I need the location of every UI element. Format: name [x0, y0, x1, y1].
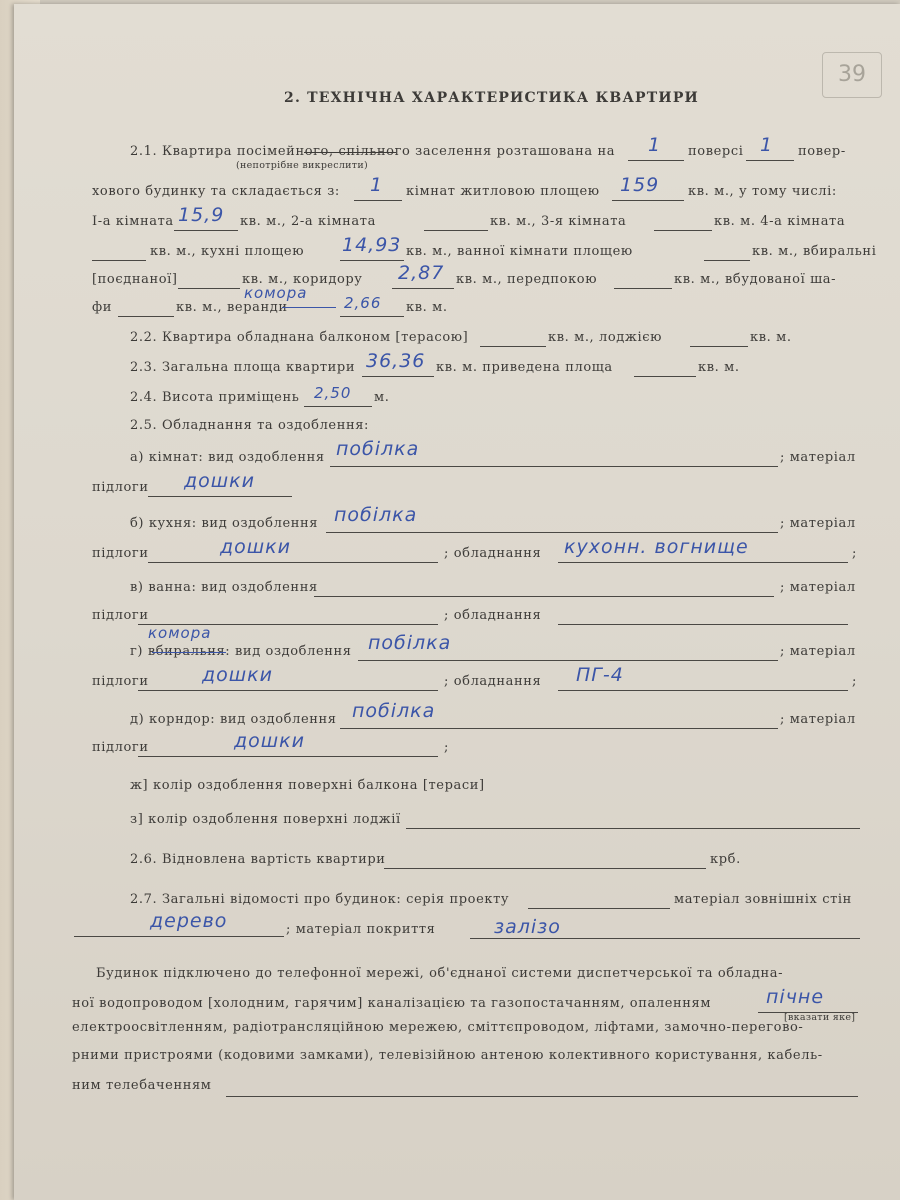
s27-b: матеріал зовнішніх стін: [674, 892, 852, 907]
room1-field-line: [174, 230, 238, 231]
rooms-field-line: [354, 200, 402, 201]
s21-line2-c: кв. м., у тому числі:: [688, 184, 837, 199]
hw-walls: дерево: [150, 910, 228, 932]
s21-line2-a: хового будинку та складається з:: [92, 184, 340, 199]
s21-line6-a: фи: [92, 300, 113, 315]
a-finish-line: [330, 466, 778, 467]
a-material-label: ; матеріал: [780, 450, 856, 465]
v-equip-line: [558, 624, 848, 625]
s25-heading: 2.5. Обладнання та оздоблення:: [130, 418, 370, 433]
kitchen-field-line: [340, 260, 404, 261]
corridor-field-line: [392, 288, 454, 289]
hw-rooms: 1: [370, 174, 384, 196]
s21-line4-c: кв. м., вбиральні: [752, 244, 877, 259]
d-floor-line: [138, 756, 438, 757]
total-area-field-line: [362, 376, 434, 377]
s21-line3-d: кв. м. 4-а кімната: [714, 214, 846, 229]
hw-g-finish: побілка: [368, 632, 452, 654]
s21-line1-b: поверсі: [688, 144, 744, 159]
hw-b-equip: кухонн. вогнище: [564, 536, 749, 558]
hw-roof: залізо: [494, 916, 561, 938]
d-finish-line: [340, 728, 778, 729]
b-semicolon: ;: [852, 546, 857, 561]
s21-line5-c: кв. м., передпокою: [456, 272, 598, 287]
s21-line3-b: кв. м., 2-а кімната: [240, 214, 376, 229]
veranda-field-line: [340, 316, 404, 317]
d-semicolon: ;: [444, 740, 449, 755]
s21-line4-a: кв. м., кухні площею: [150, 244, 305, 259]
closet-field-line: [118, 316, 174, 317]
g-strikethrough: [152, 652, 226, 653]
hw-d-finish: побілка: [352, 700, 436, 722]
veranda-strikethrough: [282, 307, 336, 308]
bath-field-line: [704, 260, 750, 261]
s25-z: з] колір оздоблення поверхні лоджії: [130, 812, 401, 827]
s27-c: ; матеріал покриття: [286, 922, 436, 937]
hw-floor: 1: [648, 134, 662, 156]
strikethrough: [304, 152, 396, 153]
g-material-label: ; матеріал: [780, 644, 856, 659]
s24-b: м.: [374, 390, 390, 405]
d-floor-label: підлоги: [92, 740, 149, 755]
s27-a: 2.7. Загальні відомості про будинок: серія проекту: [130, 892, 510, 907]
hallway-field-line: [614, 288, 672, 289]
b-floor-line: [148, 562, 438, 563]
g-equip-label: ; обладнання: [444, 674, 542, 689]
s21-line3-a: І-а кімната: [92, 214, 174, 229]
s25-v-label: в) ванна: вид оздоблення: [130, 580, 318, 595]
wc-field-line: [178, 288, 240, 289]
b-finish-line: [326, 532, 778, 533]
a-floor-label: підлоги: [92, 480, 149, 495]
hw-d-floor: дошки: [234, 730, 305, 752]
s23-c: кв. м.: [698, 360, 740, 375]
s25-g-label: г) вбиральня: вид оздоблення: [130, 644, 352, 659]
b-floor-label: підлоги: [92, 546, 149, 561]
s25-zh: ж] колір оздоблення поверхні балкона [тераси]: [130, 778, 485, 793]
hw-veranda: 2,66: [344, 294, 382, 312]
s26-b: крб.: [710, 852, 741, 867]
s25-d-label: д) корндор: вид оздоблення: [130, 712, 337, 727]
living-field-line: [612, 200, 684, 201]
v-equip-label: ; обладнання: [444, 608, 542, 623]
loggia-field-line: [690, 346, 748, 347]
a-floor-line: [148, 496, 292, 497]
g-finish-line: [358, 660, 778, 661]
para-line2: ної водопроводом [холодним, гарячим] каналізацією та газопостачанням, опаленням: [72, 996, 712, 1011]
hw-a-finish: побілка: [336, 438, 420, 460]
v-material-label: ; матеріал: [780, 580, 856, 595]
room2-field-line: [424, 230, 488, 231]
s26-a: 2.6. Відновлена вартість квартири: [130, 852, 386, 867]
s21-line6-c: кв. м.: [406, 300, 448, 315]
page-title: 2. ТЕХНІЧНА ХАРАКТЕРИСТИКА КВАРТИРИ: [284, 90, 699, 106]
height-field-line: [304, 406, 372, 407]
g-floor-line: [138, 690, 438, 691]
page-stamp: 39: [822, 52, 882, 98]
s21-line5-b: кв. м., коридору: [242, 272, 363, 287]
z-line: [406, 828, 860, 829]
v-floor-label: підлоги: [92, 608, 149, 623]
hw-veranda-label: комора: [244, 284, 308, 302]
hw-living-area: 159: [620, 174, 660, 196]
v-finish-line: [314, 596, 774, 597]
room4-field-line: [92, 260, 146, 261]
hw-floors: 1: [760, 134, 774, 156]
hw-g-label: комора: [148, 624, 212, 642]
hw-total-area: 36,36: [366, 350, 426, 372]
b-equip-label: ; обладнання: [444, 546, 542, 561]
s21-line1-a: 2.1. Квартира посімейного, спільного заселення розташована на: [130, 144, 616, 159]
hw-g-equip: ПГ-4: [576, 664, 624, 686]
s21-line2-b: кімнат житловою площею: [406, 184, 600, 199]
hw-heating: пічне: [766, 986, 825, 1008]
hw-b-floor: дошки: [220, 536, 291, 558]
g-floor-label: підлоги: [92, 674, 149, 689]
floor-field-line: [628, 160, 684, 161]
hw-a-floor: дошки: [184, 470, 255, 492]
b-equip-line: [558, 562, 848, 563]
hw-corridor: 2,87: [398, 262, 445, 284]
g-semicolon: ;: [852, 674, 857, 689]
s21-note: (непотрібне викреслити): [236, 160, 368, 171]
reduced-area-field-line: [634, 376, 696, 377]
room3-field-line: [654, 230, 712, 231]
s22-a: 2.2. Квартира обладнана балконом [терасою]: [130, 330, 469, 345]
hw-b-finish: побілка: [334, 504, 418, 526]
series-field-line: [528, 908, 670, 909]
s21-line5-a: [поєднаної]: [92, 272, 178, 287]
s21-line3-c: кв. м., 3-я кімната: [490, 214, 627, 229]
para-line3: електроосвітленням, радіотрансляційною мережею, сміттєпроводом, ліфтами, замочно-перегово-: [72, 1020, 804, 1035]
s24-a: 2.4. Висота приміщень: [130, 390, 300, 405]
para-line4: рними пристроями (кодовими замками), телевізійною антеною колективного користування, кабель-: [72, 1048, 823, 1063]
balcony-field-line: [480, 346, 546, 347]
para-line5: ним телебаченням: [72, 1078, 212, 1093]
para-line1: Будинок підключено до телефонної мережі, об'єднаної системи диспетчерської та обладна-: [96, 966, 784, 981]
roof-field-line: [470, 938, 860, 939]
s22-b: кв. м., лоджією: [548, 330, 663, 345]
s25-a-label: а) кімнат: вид оздоблення: [130, 450, 325, 465]
s22-c: кв. м.: [750, 330, 792, 345]
tv-field-line: [226, 1096, 858, 1097]
para-note: [вказати яке]: [784, 1012, 856, 1023]
document-page: [14, 4, 900, 1200]
hw-height: 2,50: [314, 384, 352, 402]
s21-line1-c: повер-: [798, 144, 846, 159]
b-material-label: ; матеріал: [780, 516, 856, 531]
s23-b: кв. м. приведена площа: [436, 360, 613, 375]
s21-line4-b: кв. м., ванної кімнати площею: [406, 244, 633, 259]
cost-field-line: [384, 868, 706, 869]
s25-b-label: б) кухня: вид оздоблення: [130, 516, 319, 531]
s21-line5-d: кв. м., вбудованої ша-: [674, 272, 837, 287]
floors-field-line: [746, 160, 794, 161]
s21-line6-b: кв. м., веранди: [176, 300, 288, 315]
g-equip-line: [558, 690, 848, 691]
d-material-label: ; матеріал: [780, 712, 856, 727]
hw-room1: 15,9: [178, 204, 225, 226]
hw-g-floor: дошки: [202, 664, 273, 686]
s23-a: 2.3. Загальна площа квартири: [130, 360, 356, 375]
hw-kitchen: 14,93: [342, 234, 402, 256]
walls-field-line: [74, 936, 284, 937]
